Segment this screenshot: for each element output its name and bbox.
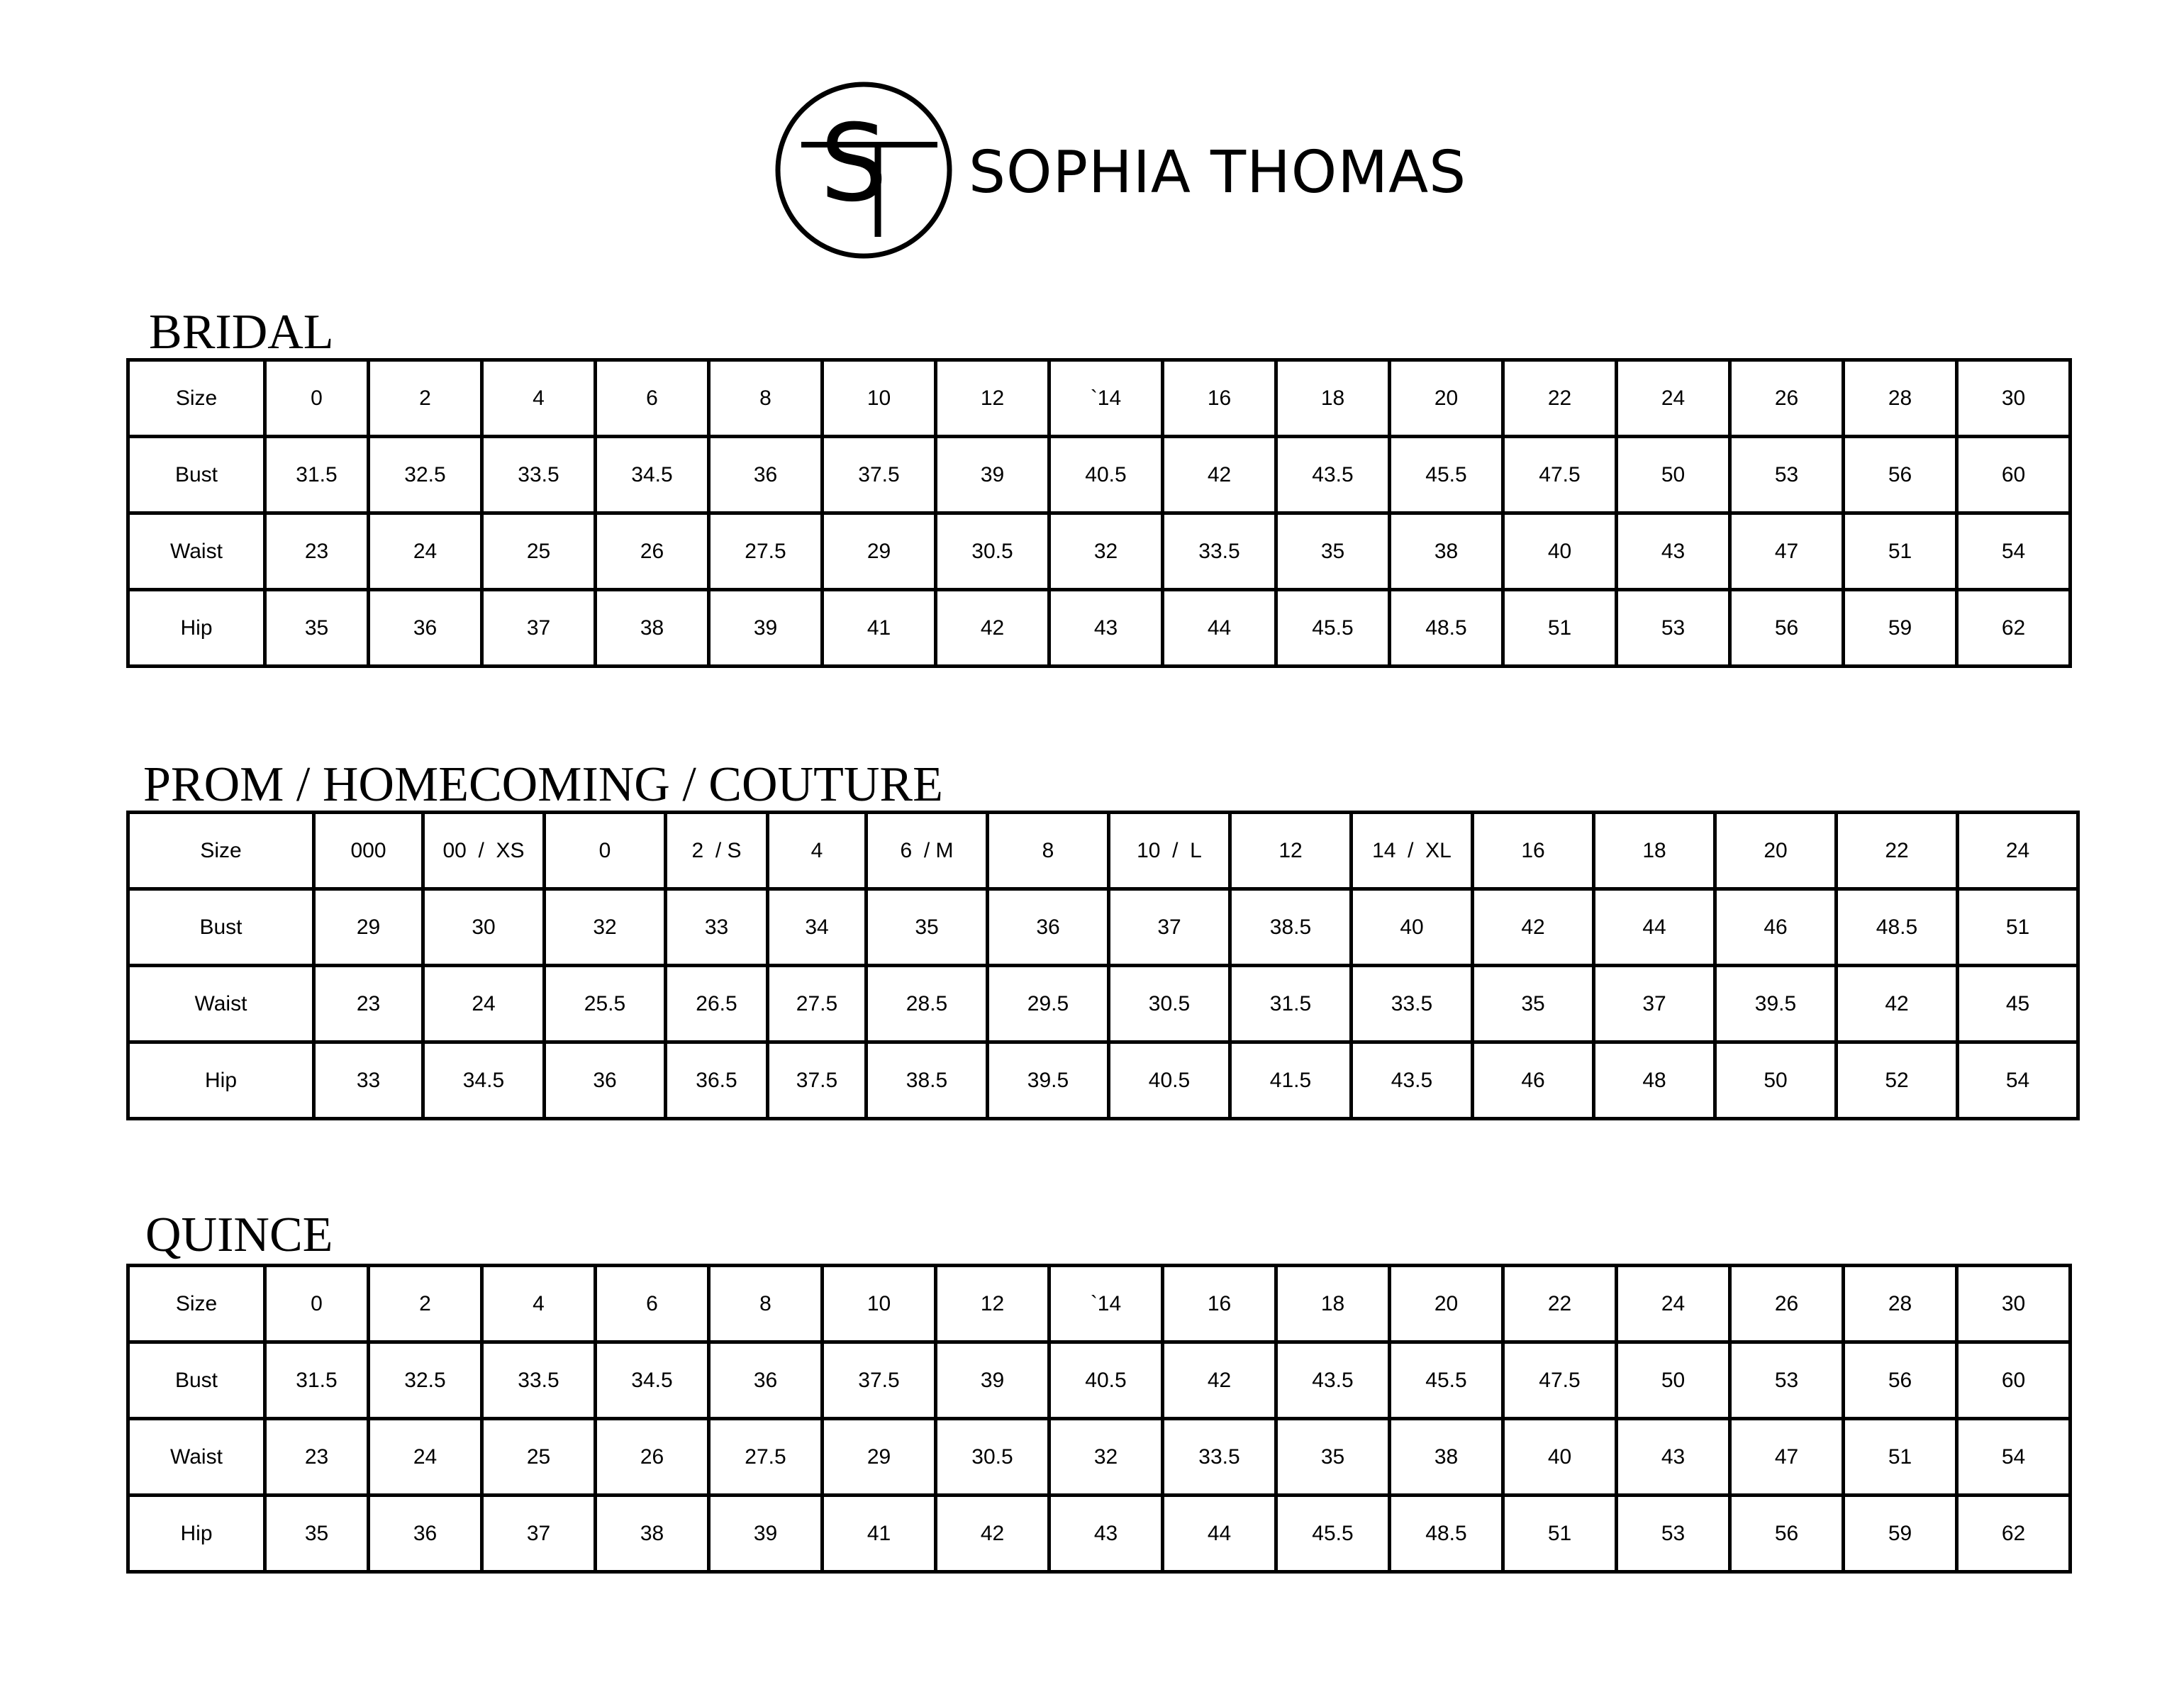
size-header-cell: 10: [823, 360, 936, 437]
measurement-cell: 41: [823, 1496, 936, 1572]
measurement-cell: 42: [1473, 889, 1594, 966]
size-header-cell: 18: [1276, 360, 1390, 437]
measurement-cell: 44: [1594, 889, 1715, 966]
measurement-cell: 43.5: [1352, 1042, 1473, 1119]
measurement-cell: 37.5: [823, 1342, 936, 1419]
measurement-cell: 31.5: [265, 437, 369, 513]
brand-logo-icon: [773, 79, 954, 261]
table-row: [128, 360, 2071, 437]
measurement-cell: 31.5: [265, 1342, 369, 1419]
measurement-cell: 44: [1163, 1496, 1276, 1572]
measurement-cell: 60: [1957, 437, 2071, 513]
measurement-cell: 34: [768, 889, 867, 966]
size-table-bridal: [126, 358, 2072, 668]
table-row: [128, 889, 2078, 966]
measurement-cell: 28.5: [867, 966, 988, 1042]
measurement-cell: 40.5: [1109, 1042, 1230, 1119]
measurement-cell: 41.5: [1230, 1042, 1352, 1119]
size-header-cell: 8: [988, 813, 1109, 889]
table-row: [128, 513, 2071, 590]
measurement-cell: 48.5: [1390, 1496, 1503, 1572]
measurement-cell: 48.5: [1837, 889, 1958, 966]
measurement-cell: 39: [709, 590, 823, 667]
size-header-cell: 8: [709, 360, 823, 437]
size-header-cell: 000: [314, 813, 423, 889]
measurement-cell: 39.5: [1715, 966, 1837, 1042]
measurement-cell: 36: [709, 437, 823, 513]
measurement-cell: 47: [1730, 513, 1844, 590]
row-header-cell: Size: [128, 813, 314, 889]
measurement-cell: 47.5: [1503, 1342, 1617, 1419]
size-header-cell: 8: [709, 1266, 823, 1342]
measurement-cell: 48: [1594, 1042, 1715, 1119]
measurement-cell: 24: [369, 1419, 482, 1496]
measurement-cell: 51: [1844, 1419, 1957, 1496]
row-header-cell: Waist: [128, 966, 314, 1042]
measurement-cell: 56: [1730, 1496, 1844, 1572]
measurement-cell: 32: [545, 889, 666, 966]
measurement-cell: 38: [1390, 513, 1503, 590]
measurement-cell: 37: [1594, 966, 1715, 1042]
measurement-cell: 43: [1617, 513, 1730, 590]
measurement-cell: 43: [1617, 1419, 1730, 1496]
row-header-cell: Bust: [128, 437, 265, 513]
measurement-cell: 25: [482, 1419, 596, 1496]
table-row: [128, 1496, 2071, 1572]
measurement-cell: 50: [1617, 437, 1730, 513]
table-row: [128, 966, 2078, 1042]
measurement-cell: 34.5: [423, 1042, 545, 1119]
size-header-cell: 18: [1276, 1266, 1390, 1342]
measurement-cell: 42: [1163, 437, 1276, 513]
measurement-cell: 36: [369, 590, 482, 667]
measurement-cell: 27.5: [768, 966, 867, 1042]
measurement-cell: 62: [1957, 590, 2071, 667]
measurement-cell: 37: [482, 1496, 596, 1572]
measurement-cell: 59: [1844, 1496, 1957, 1572]
size-header-cell: 10 / L: [1109, 813, 1230, 889]
measurement-cell: 30.5: [936, 1419, 1049, 1496]
measurement-cell: 53: [1617, 590, 1730, 667]
measurement-cell: 42: [936, 590, 1049, 667]
size-header-cell: 10: [823, 1266, 936, 1342]
measurement-cell: 32: [1049, 1419, 1163, 1496]
size-header-cell: 20: [1715, 813, 1837, 889]
measurement-cell: 46: [1715, 889, 1837, 966]
measurement-cell: 35: [1276, 513, 1390, 590]
measurement-cell: 40: [1503, 513, 1617, 590]
measurement-cell: 31.5: [1230, 966, 1352, 1042]
size-header-cell: 30: [1957, 1266, 2071, 1342]
measurement-cell: 33.5: [1163, 1419, 1276, 1496]
size-header-cell: 26: [1730, 1266, 1844, 1342]
measurement-cell: 38.5: [867, 1042, 988, 1119]
size-header-cell: 30: [1957, 360, 2071, 437]
measurement-cell: 38: [1390, 1419, 1503, 1496]
size-header-cell: `14: [1049, 360, 1163, 437]
measurement-cell: 23: [314, 966, 423, 1042]
measurement-cell: 44: [1163, 590, 1276, 667]
measurement-cell: 47: [1730, 1419, 1844, 1496]
size-header-cell: 12: [936, 1266, 1049, 1342]
measurement-cell: 51: [1503, 1496, 1617, 1572]
size-header-cell: 2 / S: [666, 813, 768, 889]
size-header-cell: 20: [1390, 1266, 1503, 1342]
measurement-cell: 39: [936, 1342, 1049, 1419]
measurement-cell: 43: [1049, 1496, 1163, 1572]
size-header-cell: 20: [1390, 360, 1503, 437]
measurement-cell: 29: [314, 889, 423, 966]
measurement-cell: 23: [265, 513, 369, 590]
size-header-cell: 16: [1473, 813, 1594, 889]
table-row: [128, 1419, 2071, 1496]
measurement-cell: 33.5: [482, 1342, 596, 1419]
measurement-cell: 29: [823, 1419, 936, 1496]
section-title-prom: PROM / HOMECOMING / COUTURE: [143, 757, 943, 812]
measurement-cell: 36.5: [666, 1042, 768, 1119]
table-row: [128, 1042, 2078, 1119]
size-header-cell: 18: [1594, 813, 1715, 889]
measurement-cell: 56: [1844, 1342, 1957, 1419]
table-row: [128, 1342, 2071, 1419]
size-header-cell: 26: [1730, 360, 1844, 437]
measurement-cell: 30.5: [1109, 966, 1230, 1042]
measurement-cell: 30: [423, 889, 545, 966]
measurement-cell: 38.5: [1230, 889, 1352, 966]
measurement-cell: 48.5: [1390, 590, 1503, 667]
measurement-cell: 45.5: [1276, 590, 1390, 667]
size-header-cell: 0: [545, 813, 666, 889]
measurement-cell: 50: [1715, 1042, 1837, 1119]
size-header-cell: 6: [596, 360, 709, 437]
measurement-cell: 29: [823, 513, 936, 590]
measurement-cell: 32.5: [369, 437, 482, 513]
size-header-cell: 22: [1503, 1266, 1617, 1342]
measurement-cell: 33.5: [1163, 513, 1276, 590]
measurement-cell: 23: [265, 1419, 369, 1496]
size-header-cell: 24: [1617, 360, 1730, 437]
table-row: [128, 813, 2078, 889]
size-header-cell: 12: [1230, 813, 1352, 889]
logo-monogram-s: S: [820, 102, 888, 226]
measurement-cell: 45.5: [1276, 1496, 1390, 1572]
size-header-cell: 16: [1163, 360, 1276, 437]
measurement-cell: 53: [1617, 1496, 1730, 1572]
size-table-prom: [126, 811, 2080, 1120]
measurement-cell: 35: [1473, 966, 1594, 1042]
row-header-cell: Size: [128, 360, 265, 437]
measurement-cell: 40: [1352, 889, 1473, 966]
measurement-cell: 40.5: [1049, 437, 1163, 513]
size-header-cell: 0: [265, 360, 369, 437]
measurement-cell: 42: [1837, 966, 1958, 1042]
measurement-cell: 29.5: [988, 966, 1109, 1042]
measurement-cell: 40.5: [1049, 1342, 1163, 1419]
measurement-cell: 51: [1958, 889, 2078, 966]
measurement-cell: 39: [936, 437, 1049, 513]
section-title-quince: QUINCE: [145, 1208, 333, 1262]
size-header-cell: 22: [1837, 813, 1958, 889]
measurement-cell: 33.5: [1352, 966, 1473, 1042]
size-header-cell: 28: [1844, 360, 1957, 437]
size-header-cell: `14: [1049, 1266, 1163, 1342]
measurement-cell: 51: [1844, 513, 1957, 590]
size-header-cell: 4: [768, 813, 867, 889]
measurement-cell: 43: [1049, 590, 1163, 667]
measurement-cell: 56: [1730, 590, 1844, 667]
measurement-cell: 26: [596, 1419, 709, 1496]
brand-name: SOPHIA THOMAS: [969, 138, 1467, 206]
measurement-cell: 32: [1049, 513, 1163, 590]
measurement-cell: 36: [988, 889, 1109, 966]
size-header-cell: 4: [482, 1266, 596, 1342]
measurement-cell: 40: [1503, 1419, 1617, 1496]
measurement-cell: 59: [1844, 590, 1957, 667]
measurement-cell: 24: [369, 513, 482, 590]
measurement-cell: 46: [1473, 1042, 1594, 1119]
brand-header: [773, 79, 1466, 261]
measurement-cell: 47.5: [1503, 437, 1617, 513]
measurement-cell: 39.5: [988, 1042, 1109, 1119]
measurement-cell: 34.5: [596, 1342, 709, 1419]
measurement-cell: 24: [423, 966, 545, 1042]
measurement-cell: 25.5: [545, 966, 666, 1042]
size-header-cell: 24: [1958, 813, 2078, 889]
measurement-cell: 36: [545, 1042, 666, 1119]
size-header-cell: 14 / XL: [1352, 813, 1473, 889]
measurement-cell: 33.5: [482, 437, 596, 513]
table-row: [128, 437, 2071, 513]
measurement-cell: 53: [1730, 437, 1844, 513]
row-header-cell: Hip: [128, 1496, 265, 1572]
measurement-cell: 42: [1163, 1342, 1276, 1419]
measurement-cell: 25: [482, 513, 596, 590]
row-header-cell: Hip: [128, 1042, 314, 1119]
size-header-cell: 6: [596, 1266, 709, 1342]
measurement-cell: 27.5: [709, 1419, 823, 1496]
size-header-cell: 2: [369, 360, 482, 437]
measurement-cell: 27.5: [709, 513, 823, 590]
measurement-cell: 36: [709, 1342, 823, 1419]
measurement-cell: 50: [1617, 1342, 1730, 1419]
measurement-cell: 45.5: [1390, 437, 1503, 513]
row-header-cell: Bust: [128, 889, 314, 966]
measurement-cell: 35: [867, 889, 988, 966]
measurement-cell: 41: [823, 590, 936, 667]
size-header-cell: 2: [369, 1266, 482, 1342]
measurement-cell: 30.5: [936, 513, 1049, 590]
row-header-cell: Size: [128, 1266, 265, 1342]
measurement-cell: 42: [936, 1496, 1049, 1572]
measurement-cell: 32.5: [369, 1342, 482, 1419]
measurement-cell: 43.5: [1276, 437, 1390, 513]
measurement-cell: 37.5: [823, 437, 936, 513]
row-header-cell: Waist: [128, 1419, 265, 1496]
size-header-cell: 24: [1617, 1266, 1730, 1342]
measurement-cell: 37: [482, 590, 596, 667]
measurement-cell: 35: [265, 1496, 369, 1572]
measurement-cell: 38: [596, 590, 709, 667]
table-row: [128, 590, 2071, 667]
measurement-cell: 43.5: [1276, 1342, 1390, 1419]
measurement-cell: 54: [1957, 513, 2071, 590]
size-header-cell: 6 / M: [867, 813, 988, 889]
measurement-cell: 54: [1958, 1042, 2078, 1119]
table-row: [128, 1266, 2071, 1342]
size-header-cell: 22: [1503, 360, 1617, 437]
measurement-cell: 56: [1844, 437, 1957, 513]
measurement-cell: 62: [1957, 1496, 2071, 1572]
measurement-cell: 26: [596, 513, 709, 590]
measurement-cell: 45.5: [1390, 1342, 1503, 1419]
measurement-cell: 35: [265, 590, 369, 667]
size-header-cell: 28: [1844, 1266, 1957, 1342]
measurement-cell: 39: [709, 1496, 823, 1572]
measurement-cell: 26.5: [666, 966, 768, 1042]
size-header-cell: 00 / XS: [423, 813, 545, 889]
row-header-cell: Waist: [128, 513, 265, 590]
measurement-cell: 51: [1503, 590, 1617, 667]
size-header-cell: 0: [265, 1266, 369, 1342]
section-title-bridal: BRIDAL: [149, 305, 334, 360]
measurement-cell: 54: [1957, 1419, 2071, 1496]
measurement-cell: 60: [1957, 1342, 2071, 1419]
size-header-cell: 16: [1163, 1266, 1276, 1342]
measurement-cell: 36: [369, 1496, 482, 1572]
measurement-cell: 53: [1730, 1342, 1844, 1419]
row-header-cell: Hip: [128, 590, 265, 667]
measurement-cell: 33: [314, 1042, 423, 1119]
size-header-cell: 4: [482, 360, 596, 437]
measurement-cell: 35: [1276, 1419, 1390, 1496]
measurement-cell: 33: [666, 889, 768, 966]
size-header-cell: 12: [936, 360, 1049, 437]
measurement-cell: 34.5: [596, 437, 709, 513]
size-table-quince: [126, 1264, 2072, 1574]
measurement-cell: 37: [1109, 889, 1230, 966]
row-header-cell: Bust: [128, 1342, 265, 1419]
measurement-cell: 45: [1958, 966, 2078, 1042]
measurement-cell: 37.5: [768, 1042, 867, 1119]
measurement-cell: 52: [1837, 1042, 1958, 1119]
measurement-cell: 38: [596, 1496, 709, 1572]
